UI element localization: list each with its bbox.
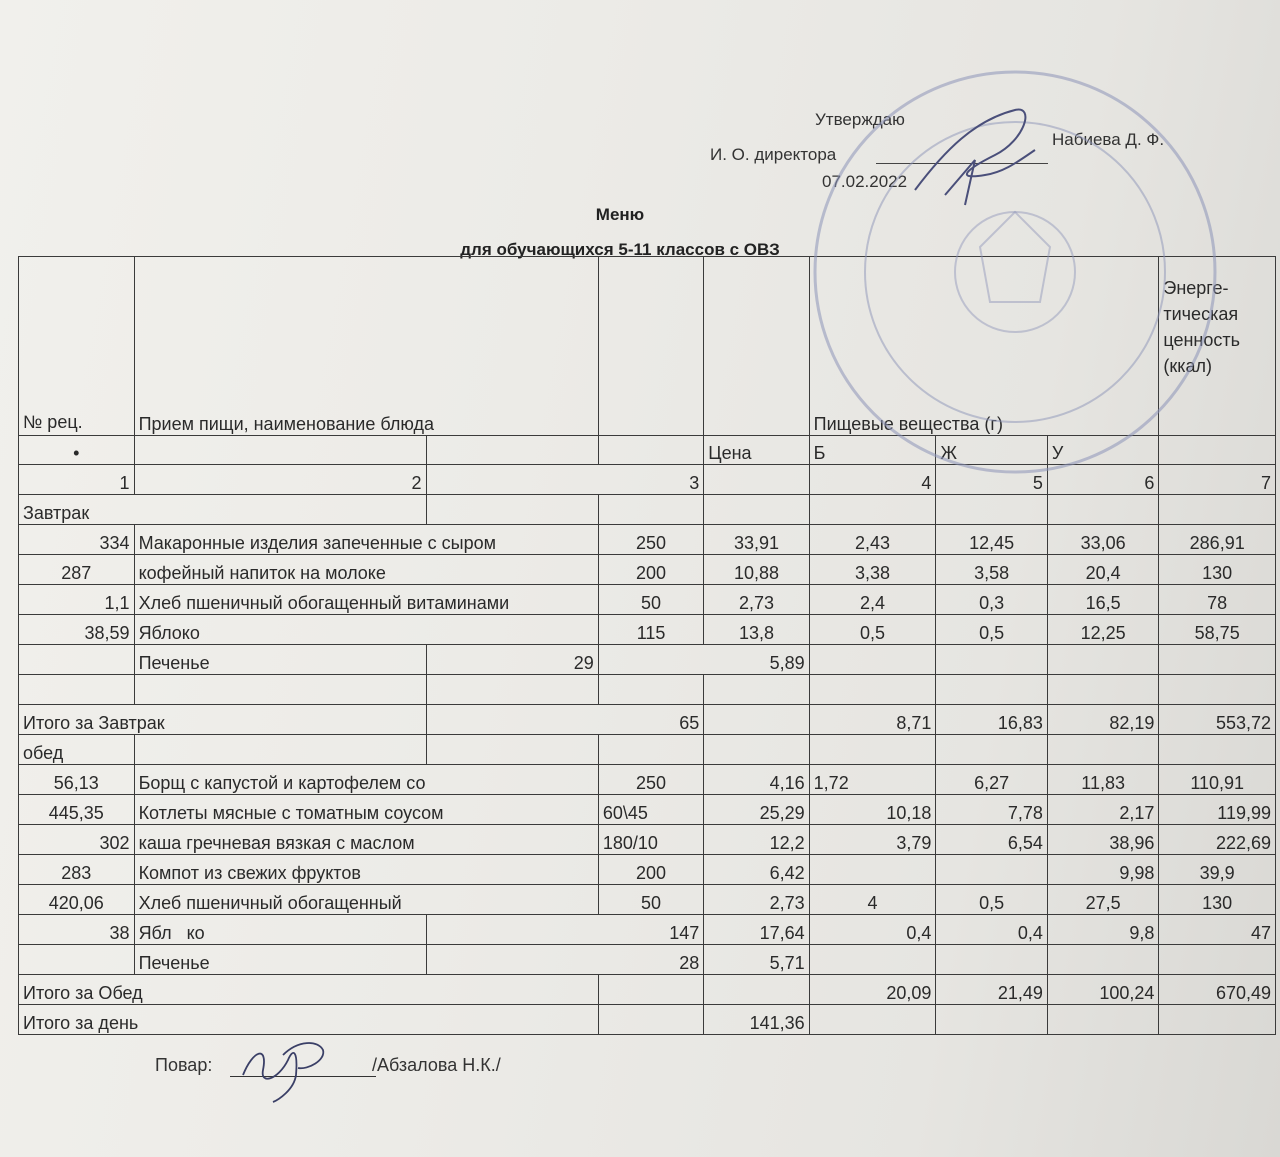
total-carbs: 100,24 [1047, 975, 1159, 1005]
dish-name: каша гречневая вязкая с маслом [134, 825, 598, 855]
header-nutrients: Пищевые вещества (г) [809, 257, 1159, 436]
dish-name: Макаронные изделия запеченные с сыром [134, 525, 598, 555]
dish-price: 5,71 [704, 945, 809, 975]
table-row [19, 645, 1276, 675]
recipe-number: 38,59 [19, 615, 135, 645]
table-row [19, 765, 1276, 795]
header-fats: Ж [936, 436, 1048, 465]
table-row [19, 945, 1276, 975]
dish-price: 6,42 [704, 855, 809, 885]
total-fats: 21,49 [936, 975, 1048, 1005]
dish-fats: 6,54 [936, 825, 1048, 855]
day-total-price: 141,36 [704, 1005, 809, 1035]
dish-carbs: 11,83 [1047, 765, 1159, 795]
menu-title: Меню [595, 205, 645, 224]
table-row [19, 855, 1276, 885]
dish-carbs: 12,25 [1047, 615, 1159, 645]
header-row [19, 257, 1276, 436]
approval-signature-line [876, 163, 1048, 164]
dish-output: 200 [598, 555, 703, 585]
cook-name: /Абзалова Н.К./ [372, 1055, 501, 1075]
recipe-number: 445,35 [19, 795, 135, 825]
dish-output: 200 [598, 855, 703, 885]
col-number: 4 [809, 465, 936, 495]
dish-name: Котлеты мясные с томатным соусом [134, 795, 598, 825]
dish-proteins: 3,79 [809, 825, 936, 855]
header-carbs: У [1047, 436, 1159, 465]
dish-kcal: 130 [1159, 885, 1276, 915]
dish-proteins: 1,72 [809, 765, 936, 795]
lunch-label: обед [19, 735, 135, 765]
table-row [19, 525, 1276, 555]
dish-kcal: 110,91 [1159, 765, 1276, 795]
col-number: 1 [19, 465, 135, 495]
cook-signature-line [230, 1076, 376, 1077]
dish-kcal: 47 [1159, 915, 1276, 945]
dish-price: 17,64 [704, 915, 809, 945]
recipe-number: 420,06 [19, 885, 135, 915]
dish-proteins: 0,4 [809, 915, 936, 945]
table-row [19, 885, 1276, 915]
dish-proteins [809, 855, 936, 885]
header-blank [704, 257, 809, 436]
recipe-number: 302 [19, 825, 135, 855]
dish-carbs: 9,98 [1047, 855, 1159, 885]
breakfast-label: Завтрак [19, 495, 427, 525]
col-number: 2 [134, 465, 426, 495]
dish-proteins: 0,5 [809, 615, 936, 645]
dish-name: Хлеб пшеничный обогащенный витаминами [134, 585, 598, 615]
dish-proteins: 2,4 [809, 585, 936, 615]
dish-carbs: 9,8 [1047, 915, 1159, 945]
total-kcal: 670,49 [1159, 975, 1276, 1005]
dish-name: Яблоко [134, 615, 598, 645]
dish-output: 60\45 [598, 795, 703, 825]
col-number: 5 [936, 465, 1048, 495]
dish-name: кофейный напиток на молоке [134, 555, 598, 585]
dish-carbs: 20,4 [1047, 555, 1159, 585]
dish-fats: 0,5 [936, 615, 1048, 645]
total-fats: 16,83 [936, 705, 1048, 735]
table-row [19, 915, 1276, 945]
dish-name: Борщ с капустой и картофелем со [134, 765, 598, 795]
dish-output: 250 [598, 765, 703, 795]
dish-price: 2,73 [704, 585, 809, 615]
header-recipe-number: № рец. [19, 257, 135, 436]
dish-output: 180/10 [598, 825, 703, 855]
menu-subtitle: для обучающихся 5-11 классов с ОВЗ [460, 240, 780, 259]
dish-fats: 7,78 [936, 795, 1048, 825]
header-price: Цена [704, 436, 809, 465]
dish-output: 115 [598, 615, 703, 645]
dish-output: 50 [598, 585, 703, 615]
col-number: 7 [1159, 465, 1276, 495]
dish-kcal: 222,69 [1159, 825, 1276, 855]
recipe-number: 283 [19, 855, 135, 885]
dish-fats: 6,27 [936, 765, 1048, 795]
dish-price: 5,89 [598, 645, 809, 675]
menu-table [18, 256, 1276, 1035]
dish-price: 10,88 [704, 555, 809, 585]
dish-proteins: 2,43 [809, 525, 936, 555]
dish-kcal: 58,75 [1159, 615, 1276, 645]
dish-proteins: 10,18 [809, 795, 936, 825]
header-output [598, 257, 703, 436]
col-number: 6 [1047, 465, 1159, 495]
dish-carbs: 2,17 [1047, 795, 1159, 825]
recipe-number: 287 [19, 555, 135, 585]
table-row [19, 615, 1276, 645]
breakfast-section-row [19, 495, 1276, 525]
total-output: 65 [426, 705, 704, 735]
approval-director-name: Набиева Д. Ф. [1052, 130, 1165, 149]
table-row [19, 825, 1276, 855]
total-label: Итого за Обед [19, 975, 599, 1005]
dish-output: 147 [426, 915, 704, 945]
dish-kcal: 119,99 [1159, 795, 1276, 825]
dish-name: Компот из свежих фруктов [134, 855, 598, 885]
empty-row [19, 675, 1276, 705]
column-number-row [19, 465, 1276, 495]
dish-fats: 12,45 [936, 525, 1048, 555]
dish-kcal: 78 [1159, 585, 1276, 615]
total-kcal: 553,72 [1159, 705, 1276, 735]
header-meal-name: Прием пищи, наименование блюда [134, 257, 598, 436]
table-row [19, 555, 1276, 585]
approval-position: И. О. директора [710, 145, 837, 164]
dish-price: 33,91 [704, 525, 809, 555]
lunch-total-row [19, 975, 1276, 1005]
total-proteins: 20,09 [809, 975, 936, 1005]
dish-output: 28 [426, 945, 704, 975]
total-proteins: 8,71 [809, 705, 936, 735]
dish-price: 25,29 [704, 795, 809, 825]
dish-proteins: 4 [809, 885, 936, 915]
dish-name: Хлеб пшеничный обогащенный [134, 885, 598, 915]
approval-date: 07.02.2022 [822, 172, 908, 191]
dish-price: 4,16 [704, 765, 809, 795]
day-total-row [19, 1005, 1276, 1035]
header-dot: • [19, 436, 135, 465]
dish-price: 12,2 [704, 825, 809, 855]
approval-title: Утверждаю [815, 110, 905, 129]
dish-fats [936, 855, 1048, 885]
dish-kcal: 130 [1159, 555, 1276, 585]
dish-carbs: 38,96 [1047, 825, 1159, 855]
recipe-number: 1,1 [19, 585, 135, 615]
breakfast-total-row [19, 705, 1276, 735]
dish-carbs: 27,5 [1047, 885, 1159, 915]
dish-price: 13,8 [704, 615, 809, 645]
dish-kcal: 39,9 [1159, 855, 1276, 885]
total-label: Итого за Завтрак [19, 705, 427, 735]
lunch-section-row [19, 735, 1276, 765]
dish-name: Ябл ко [134, 915, 426, 945]
dish-name: Печенье [134, 945, 426, 975]
table-row [19, 585, 1276, 615]
dish-output: 29 [426, 645, 598, 675]
dish-name: Печенье [134, 645, 426, 675]
dish-kcal: 286,91 [1159, 525, 1276, 555]
dish-carbs: 33,06 [1047, 525, 1159, 555]
dish-fats: 3,58 [936, 555, 1048, 585]
header-subrow [19, 436, 1276, 465]
recipe-number: 38 [19, 915, 135, 945]
dish-output: 250 [598, 525, 703, 555]
dish-fats: 0,4 [936, 915, 1048, 945]
recipe-number: 56,13 [19, 765, 135, 795]
dish-price: 2,73 [704, 885, 809, 915]
table-row [19, 795, 1276, 825]
col-number: 3 [426, 465, 704, 495]
total-carbs: 82,19 [1047, 705, 1159, 735]
cook-label: Повар: [155, 1055, 213, 1075]
dish-proteins: 3,38 [809, 555, 936, 585]
dish-fats: 0,3 [936, 585, 1048, 615]
dish-fats: 0,5 [936, 885, 1048, 915]
dish-output: 50 [598, 885, 703, 915]
dish-carbs: 16,5 [1047, 585, 1159, 615]
header-energy: Энерге-тическая ценность (ккал) [1159, 257, 1276, 436]
day-total-label: Итого за день [19, 1005, 599, 1035]
header-proteins: Б [809, 436, 936, 465]
recipe-number: 334 [19, 525, 135, 555]
